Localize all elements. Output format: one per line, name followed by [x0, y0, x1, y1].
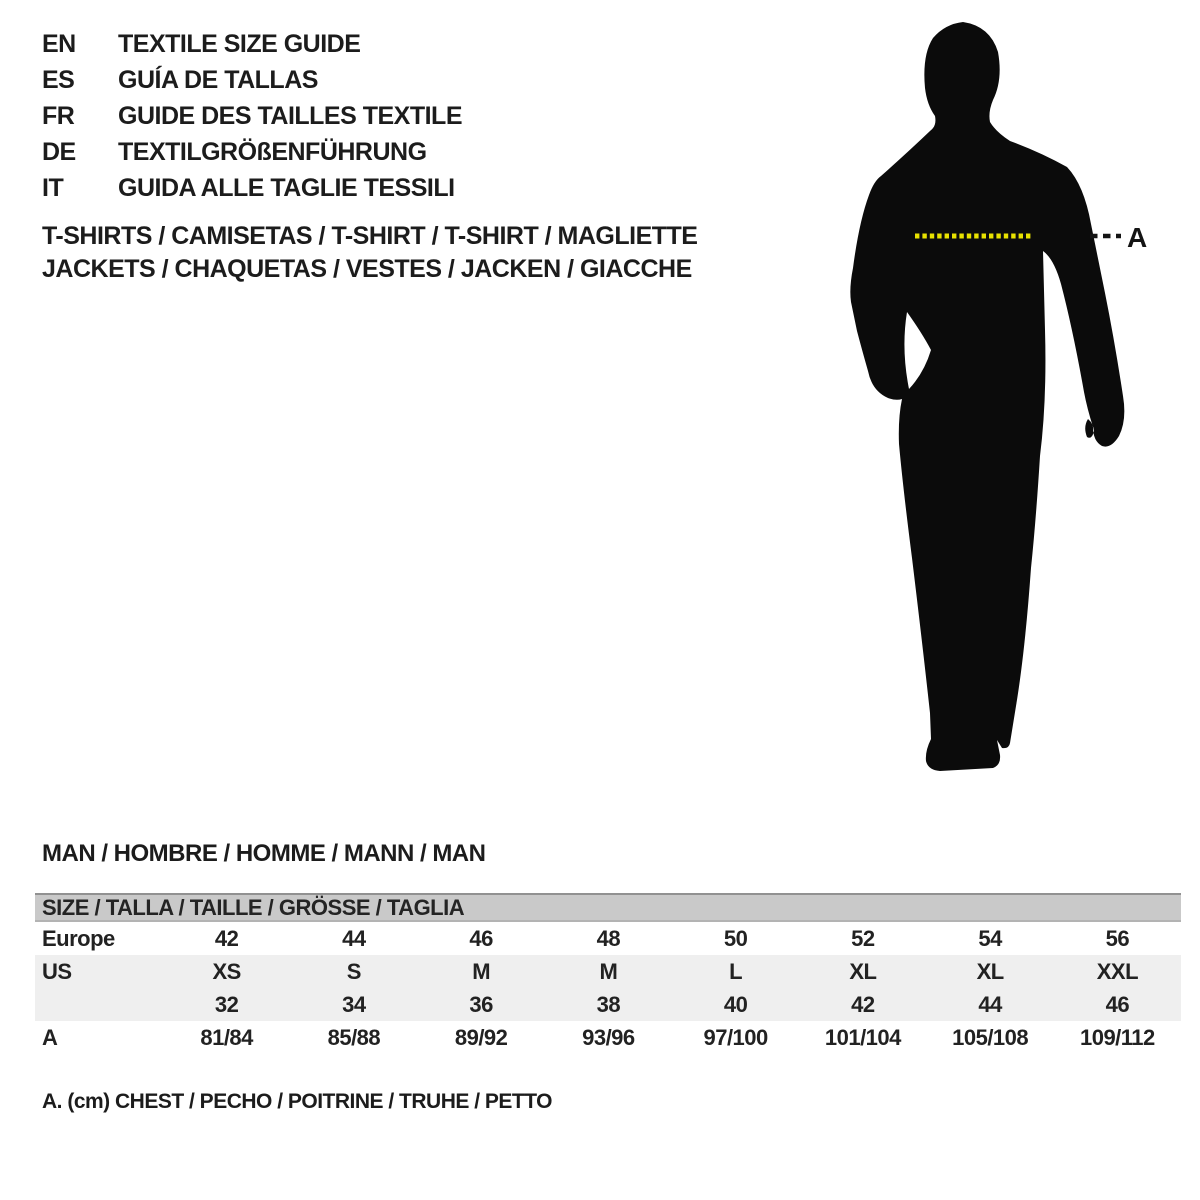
size-cell: 109/112 — [1079, 1025, 1155, 1050]
table-row-alt-size — [35, 988, 1181, 1021]
size-cell: 81/84 — [200, 1025, 253, 1050]
category-line-jackets: JACKETS / CHAQUETAS / VESTES / JACKEN / GIACCHE — [42, 255, 692, 283]
language-row-fr — [42, 98, 462, 134]
size-cell: S — [346, 959, 361, 984]
language-row-es — [42, 62, 462, 98]
row-label: A — [42, 1025, 58, 1050]
size-cell: 46 — [469, 926, 493, 951]
size-cell: 48 — [596, 926, 621, 951]
table-row-chest-a — [35, 1021, 1181, 1054]
size-cell: 32 — [214, 992, 239, 1017]
size-table — [35, 893, 1181, 1054]
size-cell: 54 — [978, 926, 1002, 951]
size-cell: 85/88 — [327, 1025, 381, 1050]
size-cell: L — [729, 959, 743, 984]
language-title: TEXTILGRÖßENFÜHRUNG — [118, 138, 427, 166]
size-cell: XXL — [1096, 959, 1139, 984]
size-cell: 42 — [214, 926, 239, 951]
row-label — [35, 988, 163, 1021]
size-cell: 44 — [978, 992, 1002, 1017]
language-title: TEXTILE SIZE GUIDE — [118, 30, 361, 58]
size-cell: 38 — [596, 992, 621, 1017]
language-code: DE — [42, 138, 76, 166]
size-cell: 42 — [851, 992, 875, 1017]
size-cell: XL — [976, 959, 1004, 984]
size-table-header: SIZE / TALLA / TAILLE / GRÖSSE / TAGLIA — [35, 893, 1181, 922]
language-title: GUÍA DE TALLAS — [118, 66, 318, 94]
language-title: GUIDE DES TAILLES TEXTILE — [118, 102, 463, 130]
size-cell: 52 — [851, 926, 875, 951]
size-cell: XL — [849, 959, 877, 984]
measurement-footnote: A. (cm) CHEST / PECHO / POITRINE / TRUHE / PETTO — [42, 1090, 553, 1113]
size-cell: 93/96 — [582, 1025, 635, 1050]
size-cell: 89/92 — [454, 1025, 508, 1050]
size-cell: 34 — [342, 992, 366, 1017]
row-label: US — [42, 959, 72, 984]
language-row-de — [42, 134, 462, 170]
language-row-it — [42, 170, 462, 206]
table-row-europe — [35, 922, 1181, 955]
section-title-man: MAN / HOMBRE / HOMME / MANN / MAN — [42, 840, 486, 867]
size-cell: 44 — [342, 926, 366, 951]
language-row-en — [42, 26, 462, 62]
size-cell: 36 — [469, 992, 493, 1017]
size-cell: 40 — [723, 992, 748, 1017]
size-cell: 97/100 — [703, 1025, 768, 1050]
man-silhouette-figure — [800, 0, 1200, 800]
size-cell: M — [472, 959, 491, 984]
man-silhouette — [850, 22, 1124, 771]
size-cell: XS — [212, 959, 241, 984]
measurement-label-a: A — [1127, 222, 1148, 253]
language-title: GUIDA ALLE TAGLIE TESSILI — [118, 174, 455, 202]
size-cell: M — [599, 959, 618, 984]
size-cell: 56 — [1105, 926, 1130, 951]
category-line-tshirts: T-SHIRTS / CAMISETAS / T-SHIRT / T-SHIRT / MAGLIETTE — [42, 222, 698, 250]
language-code: ES — [42, 66, 75, 94]
size-cell: 50 — [723, 926, 748, 951]
language-code: FR — [42, 102, 75, 130]
category-block — [42, 220, 697, 286]
language-code: IT — [42, 174, 64, 202]
language-code: EN — [42, 30, 76, 58]
language-title-block — [42, 26, 462, 206]
size-cell: 46 — [1105, 992, 1130, 1017]
row-label: Europe — [42, 926, 115, 951]
size-cell: 101/104 — [824, 1025, 901, 1050]
table-row-us — [35, 955, 1181, 988]
size-cell: 105/108 — [952, 1025, 1029, 1050]
